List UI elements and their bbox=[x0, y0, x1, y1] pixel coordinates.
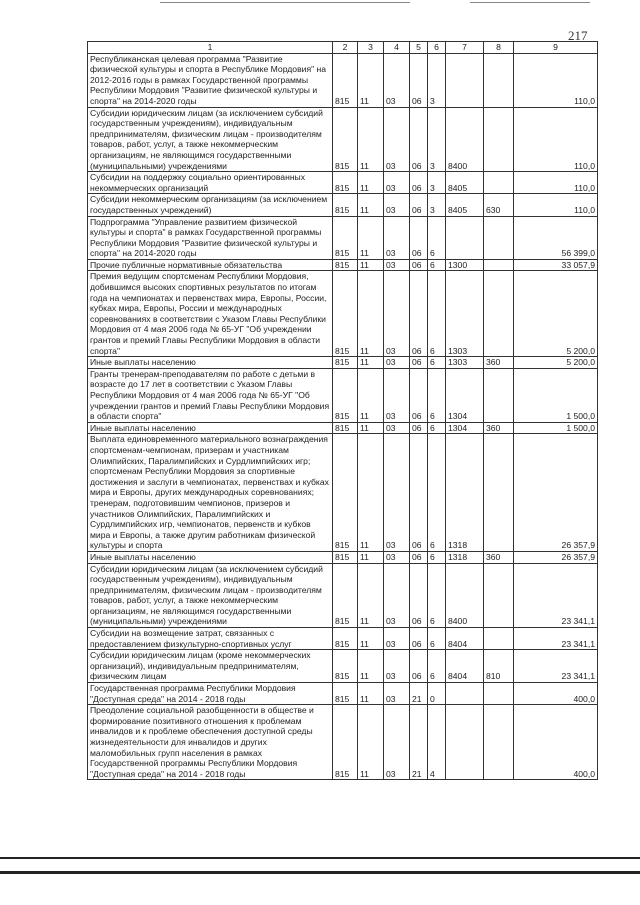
cell-item: 8400 bbox=[446, 107, 484, 172]
budget-table bbox=[87, 41, 598, 780]
cell-item: 1303 bbox=[446, 271, 484, 357]
column-header: 4 bbox=[384, 42, 410, 54]
row-description: Субсидии юридическим лицам (кроме некоммерческих организаций), индивидуальным предпринимателям, физическим лицам bbox=[88, 650, 333, 683]
cell-amount: 56 399,0 bbox=[514, 216, 598, 259]
cell-expense-type: 360 bbox=[484, 357, 514, 369]
cell-program: 06 bbox=[410, 271, 428, 357]
row-description: Гранты тренерам-преподавателям по работе с детьми в возрасте до 17 лет в соответствии с Указом Главы Республики Мордовия от 4 мая 2006 года № 65-УГ "Об учреждении грантов и премий Главы Республики Мордовия в области спорта" bbox=[88, 368, 333, 422]
cell-program: 06 bbox=[410, 368, 428, 422]
cell-section: 11 bbox=[358, 368, 384, 422]
cell-subsection: 03 bbox=[384, 271, 410, 357]
cell-ministry: 815 bbox=[333, 53, 358, 107]
cell-expense-type: 810 bbox=[484, 650, 514, 683]
cell-subsection: 03 bbox=[384, 216, 410, 259]
table-row bbox=[88, 705, 598, 780]
cell-item bbox=[446, 216, 484, 259]
cell-subprogram: 3 bbox=[428, 53, 446, 107]
row-description: Прочие публичные нормативные обязательства bbox=[88, 259, 333, 271]
cell-section: 11 bbox=[358, 259, 384, 271]
cell-subsection: 03 bbox=[384, 172, 410, 194]
row-description: Республиканская целевая программа "Развитие физической культуры и спорта в Республике Мордовия" на 2012-2016 годы в рамках Государственной программы Республики Мордовия "Развитие физической культуры и спорта" на 2014-2020 годы bbox=[88, 53, 333, 107]
cell-section: 11 bbox=[358, 563, 384, 628]
cell-expense-type: 360 bbox=[484, 551, 514, 563]
cell-item bbox=[446, 53, 484, 107]
page-number: 217 bbox=[568, 28, 588, 43]
cell-amount: 23 341,1 bbox=[514, 628, 598, 650]
cell-program: 06 bbox=[410, 216, 428, 259]
column-header: 6 bbox=[428, 42, 446, 54]
cell-ministry: 815 bbox=[333, 357, 358, 369]
cell-amount: 110,0 bbox=[514, 107, 598, 172]
row-description: Иные выплаты населению bbox=[88, 357, 333, 369]
table-row bbox=[88, 434, 598, 552]
cell-subprogram: 0 bbox=[428, 683, 446, 705]
table-row bbox=[88, 216, 598, 259]
row-description: Субсидии юридическим лицам (за исключением субсидий государственным учреждениям), индивидуальным предпринимателям, физическим лицам - производителям товаров, работ, услуг, а также некоммерческим организациям, не являющимся государственными (муниципальными) учреждениями bbox=[88, 107, 333, 172]
cell-item: 8400 bbox=[446, 563, 484, 628]
cell-amount: 1 500,0 bbox=[514, 368, 598, 422]
cell-subsection: 03 bbox=[384, 650, 410, 683]
table-row bbox=[88, 357, 598, 369]
cell-ministry: 815 bbox=[333, 434, 358, 552]
cell-ministry: 815 bbox=[333, 172, 358, 194]
cell-program: 06 bbox=[410, 551, 428, 563]
table-row bbox=[88, 107, 598, 172]
table-row bbox=[88, 368, 598, 422]
cell-section: 11 bbox=[358, 551, 384, 563]
cell-ministry: 815 bbox=[333, 368, 358, 422]
cell-expense-type bbox=[484, 216, 514, 259]
cell-program: 06 bbox=[410, 107, 428, 172]
cell-expense-type bbox=[484, 271, 514, 357]
cell-subsection: 03 bbox=[384, 107, 410, 172]
cell-expense-type bbox=[484, 563, 514, 628]
column-header: 1 bbox=[88, 42, 333, 54]
cell-program: 06 bbox=[410, 53, 428, 107]
cell-item: 8404 bbox=[446, 650, 484, 683]
column-header: 9 bbox=[514, 42, 598, 54]
cell-subprogram: 4 bbox=[428, 705, 446, 780]
row-description: Иные выплаты населению bbox=[88, 551, 333, 563]
table-row bbox=[88, 271, 598, 357]
top-rule bbox=[160, 2, 410, 3]
cell-expense-type: 630 bbox=[484, 194, 514, 216]
table-row bbox=[88, 683, 598, 705]
cell-subsection: 03 bbox=[384, 53, 410, 107]
cell-item: 1304 bbox=[446, 368, 484, 422]
cell-expense-type bbox=[484, 368, 514, 422]
cell-amount: 5 200,0 bbox=[514, 271, 598, 357]
table-row bbox=[88, 194, 598, 216]
header-row bbox=[88, 42, 598, 54]
cell-program: 06 bbox=[410, 357, 428, 369]
column-header: 2 bbox=[333, 42, 358, 54]
cell-program: 06 bbox=[410, 628, 428, 650]
cell-section: 11 bbox=[358, 53, 384, 107]
row-description: Субсидии некоммерческим организациям (за исключением государственных учреждений) bbox=[88, 194, 333, 216]
cell-item: 8405 bbox=[446, 194, 484, 216]
cell-subprogram: 3 bbox=[428, 107, 446, 172]
cell-item bbox=[446, 683, 484, 705]
cell-ministry: 815 bbox=[333, 216, 358, 259]
cell-section: 11 bbox=[358, 107, 384, 172]
row-description: Субсидии юридическим лицам (за исключением субсидий государственным учреждениям), индивидуальным предпринимателям, физическим лицам - производителям товаров, работ, услуг, а также некоммерческим организациям, не являющимся государственными (муниципальными) учреждениями bbox=[88, 563, 333, 628]
cell-amount: 26 357,9 bbox=[514, 434, 598, 552]
cell-item: 1300 bbox=[446, 259, 484, 271]
cell-subsection: 03 bbox=[384, 551, 410, 563]
cell-section: 11 bbox=[358, 650, 384, 683]
cell-ministry: 815 bbox=[333, 259, 358, 271]
cell-expense-type bbox=[484, 259, 514, 271]
cell-section: 11 bbox=[358, 705, 384, 780]
cell-amount: 23 341,1 bbox=[514, 563, 598, 628]
cell-subsection: 03 bbox=[384, 422, 410, 434]
row-description: Премия ведущим спортсменам Республики Мордовия, добившимся высоких спортивных результатов по итогам года на чемпионатах и первенствах мира, Европы, России, кубках мира, Европы, России и международных соревнованиях в соответствии с Указом Главы Республики Мордовия от 4 мая 2006 года № 65-УГ "Об учреждении грантов и премий Главы Республики Мордовия в области спорта" bbox=[88, 271, 333, 357]
table-row bbox=[88, 172, 598, 194]
table-row bbox=[88, 259, 598, 271]
cell-amount: 23 341,1 bbox=[514, 650, 598, 683]
cell-program: 06 bbox=[410, 563, 428, 628]
row-description: Выплата единовременного материального вознаграждения спортсменам-чемпионам, призерам и участникам Олимпийских, Паралимпийских и Сурдлимпийских игр; спортсменам Республики Мордовия за спортивные достижения и заслуги в чемпионатах, первенствах и кубках мира и Европы, других международных соревнованиях; тренерам, подготовившим чемпионов, призеров и участников Олимпийских, Паралимпийских и Сурдлимпийских игр, чемпионатов, первенств и кубков мира и Европы, а также другим работникам физической культуры и спорта bbox=[88, 434, 333, 552]
cell-section: 11 bbox=[358, 422, 384, 434]
cell-section: 11 bbox=[358, 683, 384, 705]
row-description: Государственная программа Республики Мордовия "Доступная среда" на 2014 - 2018 годы bbox=[88, 683, 333, 705]
cell-amount: 1 500,0 bbox=[514, 422, 598, 434]
cell-amount: 33 057,9 bbox=[514, 259, 598, 271]
cell-section: 11 bbox=[358, 172, 384, 194]
column-header: 5 bbox=[410, 42, 428, 54]
cell-ministry: 815 bbox=[333, 107, 358, 172]
cell-expense-type: 360 bbox=[484, 422, 514, 434]
cell-subsection: 03 bbox=[384, 368, 410, 422]
cell-subsection: 03 bbox=[384, 259, 410, 271]
cell-program: 06 bbox=[410, 434, 428, 552]
table-row bbox=[88, 53, 598, 107]
cell-ministry: 815 bbox=[333, 705, 358, 780]
cell-subprogram: 6 bbox=[428, 216, 446, 259]
cell-program: 06 bbox=[410, 650, 428, 683]
cell-section: 11 bbox=[358, 216, 384, 259]
table-row bbox=[88, 551, 598, 563]
cell-ministry: 815 bbox=[333, 422, 358, 434]
cell-ministry: 815 bbox=[333, 551, 358, 563]
cell-subsection: 03 bbox=[384, 705, 410, 780]
top-rule bbox=[470, 2, 590, 3]
cell-amount: 110,0 bbox=[514, 194, 598, 216]
cell-subprogram: 6 bbox=[428, 563, 446, 628]
cell-expense-type bbox=[484, 172, 514, 194]
table-row bbox=[88, 650, 598, 683]
cell-section: 11 bbox=[358, 271, 384, 357]
cell-item: 1303 bbox=[446, 357, 484, 369]
cell-item: 8404 bbox=[446, 628, 484, 650]
cell-expense-type bbox=[484, 107, 514, 172]
cell-section: 11 bbox=[358, 628, 384, 650]
cell-item bbox=[446, 705, 484, 780]
table-row bbox=[88, 628, 598, 650]
cell-item: 1318 bbox=[446, 551, 484, 563]
cell-expense-type bbox=[484, 53, 514, 107]
cell-subsection: 03 bbox=[384, 563, 410, 628]
cell-section: 11 bbox=[358, 357, 384, 369]
row-description: Подпрограмма "Управление развитием физической культуры и спорта" в рамках Государственной программы Республики Мордовия "Развитие физической культуры и спорта" на 2014-2020 годы bbox=[88, 216, 333, 259]
row-description: Преодоление социальной разобщенности в обществе и формирование позитивного отношения к проблемам инвалидов и к проблеме обеспечения доступной среды жизнедеятельности для инвалидов и других маломобильных групп населения в рамках Государственной программы Республики Мордовия "Доступная среда" на 2014 - 2018 годы bbox=[88, 705, 333, 780]
cell-expense-type bbox=[484, 683, 514, 705]
table-row bbox=[88, 422, 598, 434]
cell-subsection: 03 bbox=[384, 434, 410, 552]
cell-subprogram: 3 bbox=[428, 172, 446, 194]
cell-program: 21 bbox=[410, 705, 428, 780]
cell-ministry: 815 bbox=[333, 194, 358, 216]
cell-amount: 400,0 bbox=[514, 683, 598, 705]
column-header: 3 bbox=[358, 42, 384, 54]
cell-expense-type bbox=[484, 628, 514, 650]
cell-program: 21 bbox=[410, 683, 428, 705]
cell-subsection: 03 bbox=[384, 194, 410, 216]
cell-expense-type bbox=[484, 705, 514, 780]
cell-amount: 5 200,0 bbox=[514, 357, 598, 369]
cell-subprogram: 3 bbox=[428, 194, 446, 216]
cell-item: 1318 bbox=[446, 434, 484, 552]
cell-subsection: 03 bbox=[384, 357, 410, 369]
cell-ministry: 815 bbox=[333, 563, 358, 628]
cell-subprogram: 6 bbox=[428, 368, 446, 422]
cell-amount: 26 357,9 bbox=[514, 551, 598, 563]
cell-ministry: 815 bbox=[333, 628, 358, 650]
cell-amount: 400,0 bbox=[514, 705, 598, 780]
cell-item: 8405 bbox=[446, 172, 484, 194]
table-row bbox=[88, 563, 598, 628]
cell-amount: 110,0 bbox=[514, 172, 598, 194]
cell-subprogram: 6 bbox=[428, 551, 446, 563]
row-description: Субсидии на поддержку социально ориентированных некоммерческих организаций bbox=[88, 172, 333, 194]
cell-section: 11 bbox=[358, 434, 384, 552]
row-description: Субсидии на возмещение затрат, связанных с предоставлением физкультурно-спортивных услуг bbox=[88, 628, 333, 650]
cell-ministry: 815 bbox=[333, 271, 358, 357]
cell-program: 06 bbox=[410, 172, 428, 194]
cell-item: 1304 bbox=[446, 422, 484, 434]
cell-program: 06 bbox=[410, 259, 428, 271]
bottom-rule bbox=[0, 871, 640, 874]
cell-subprogram: 6 bbox=[428, 357, 446, 369]
cell-program: 06 bbox=[410, 194, 428, 216]
cell-subsection: 03 bbox=[384, 628, 410, 650]
cell-subprogram: 6 bbox=[428, 628, 446, 650]
cell-program: 06 bbox=[410, 422, 428, 434]
cell-subprogram: 6 bbox=[428, 422, 446, 434]
cell-expense-type bbox=[484, 434, 514, 552]
cell-subprogram: 6 bbox=[428, 271, 446, 357]
cell-amount: 110,0 bbox=[514, 53, 598, 107]
cell-subsection: 03 bbox=[384, 683, 410, 705]
cell-subprogram: 6 bbox=[428, 259, 446, 271]
cell-section: 11 bbox=[358, 194, 384, 216]
bottom-rule bbox=[0, 857, 640, 859]
cell-subprogram: 6 bbox=[428, 434, 446, 552]
cell-subprogram: 6 bbox=[428, 650, 446, 683]
cell-ministry: 815 bbox=[333, 683, 358, 705]
cell-ministry: 815 bbox=[333, 650, 358, 683]
row-description: Иные выплаты населению bbox=[88, 422, 333, 434]
column-header: 8 bbox=[484, 42, 514, 54]
column-header: 7 bbox=[446, 42, 484, 54]
